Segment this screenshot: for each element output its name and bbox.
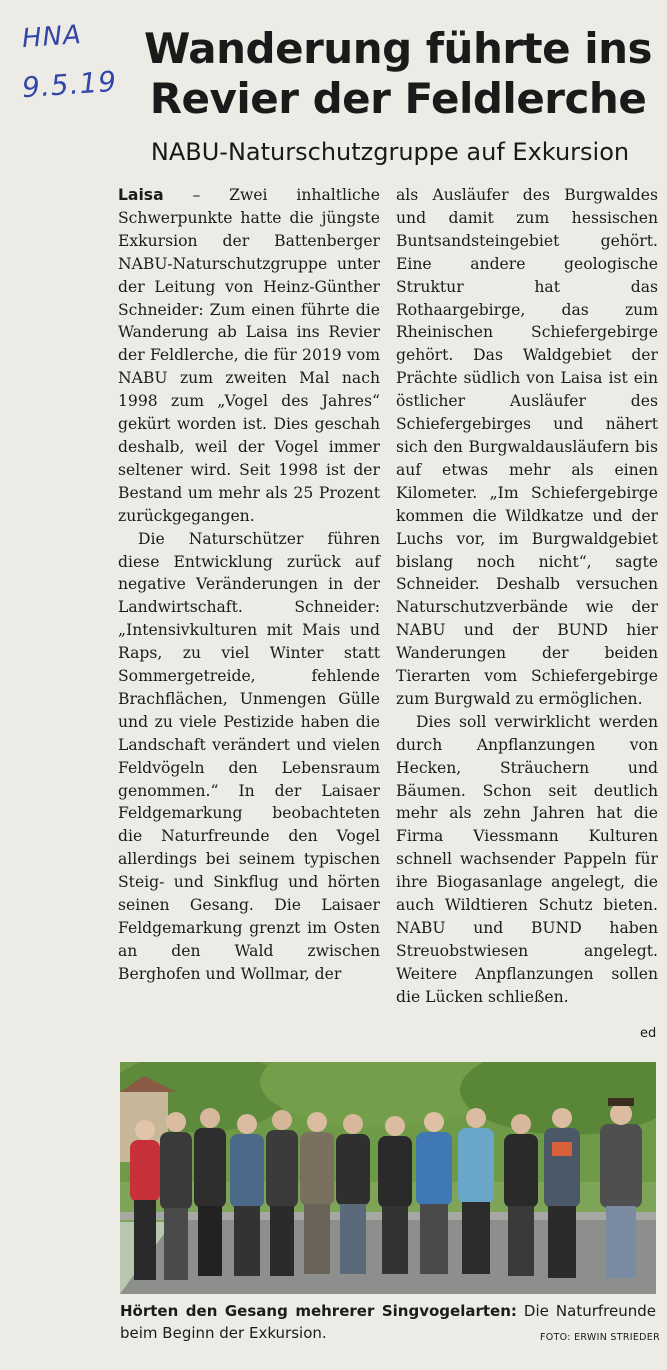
subheadline: NABU-Naturschutzgruppe auf Exkursion [150, 138, 630, 166]
photo-credit: FOTO: ERWIN STRIEDER [540, 1332, 660, 1343]
caption-bold: Hörten den Gesang mehrerer Singvogelarten: [120, 1302, 517, 1320]
article-column-right [396, 184, 658, 1009]
article-paragraph: Die Naturschützer führen diese Entwicklung zurück auf negative Veränderungen in der Landwirtschaft. Schneider: „Intensivkulturen mit Mais und Raps, zu viel Winter statt Sommergetreide, fehlende Brachflächen, Unmengen Gülle und zu viele Pestizide haben die Landschaft verändert und vielen Feldvögeln den Lebensraum genommen.“ In der Laisaer Feldgemarkung beobachteten die Naturfreunde den Vogel allerdings bei seinem typischen Steig- und Sinkflug und hörten seinen Gesang. Die Laisaer Feldgemarkung grenzt im Osten an den Wald zwischen Berghofen und Wollmar, der [118, 529, 380, 983]
article-paragraph: als Ausläufer des Burgwaldes und damit zum hessischen Buntsandsteingebiet gehört. Eine andere geologische Struktur hat das Rothaargebirge, das zum Rheinischen Schiefergebirge gehört. Das Waldgebiet der Prächte südlich von Laisa ist ein östlicher Ausläufer des Schiefergebirges und nähert sich den Burgwaldausläufern bis auf etwas mehr als einen Kilometer. „Im Schiefergebirge kommen die Wildkatze und der Luchs vor, im Burgwaldgebiet bislang noch nicht“, sagte Schneider. Deshalb versuchen Naturschutzverbände wie der NABU und der BUND hier Wanderungen der beiden Tierarten vom Schiefergebirge zum Burgwald zu ermöglichen. [396, 186, 658, 708]
article-paragraph: Dies soll verwirklicht werden durch Anpflanzungen von Hecken, Sträuchern und Bäumen. Schon seit deutlich mehr als zehn Jahren hat die Firma Viessmann Kulturen schnell wachsender Pappeln für ihre Biogasanlage angelegt, die auch Wildtieren Schutz bieten. NABU und BUND haben Streuobstwiesen angelegt. Weitere Anpflanzungen sollen die Lücken schließen. [396, 712, 658, 1006]
headline-line-1: Wanderung führte ins [143, 24, 653, 73]
paragraph-text: – Zwei inhaltliche Schwerpunkte hatte die jüngste Exkursion der Battenberger NABU-Naturschutzgruppe unter der Leitung von Heinz-Günther Schneider: Zum einen führte die Wanderung ab Laisa ins Revier der Feldlerche, die für 2019 vom NABU zum zweiten Mal nach 1998 zum „Vogel des Jahres“ gekürt worden ist. Dies geschah deshalb, weil der Vogel immer seltener wird. Seit 1998 ist der Bestand um mehr als 25 Prozent zurückgegangen. [118, 186, 380, 525]
group-photo [120, 1062, 656, 1294]
article-column-left [118, 184, 380, 986]
dateline: Laisa [118, 186, 164, 204]
headline [138, 24, 658, 124]
headline-line-2: Revier der Feldlerche [149, 74, 647, 123]
author-signature: ed [640, 1026, 657, 1041]
caption-text: Die Naturfreunde beim Beginn der Exkursion. [120, 1302, 656, 1342]
hikers-group [130, 1098, 642, 1280]
handwritten-date: 9.5.19 [20, 64, 119, 105]
group-photo-illustration [120, 1062, 656, 1294]
handwritten-source: HNA [21, 19, 83, 55]
article-paragraph [118, 184, 380, 528]
